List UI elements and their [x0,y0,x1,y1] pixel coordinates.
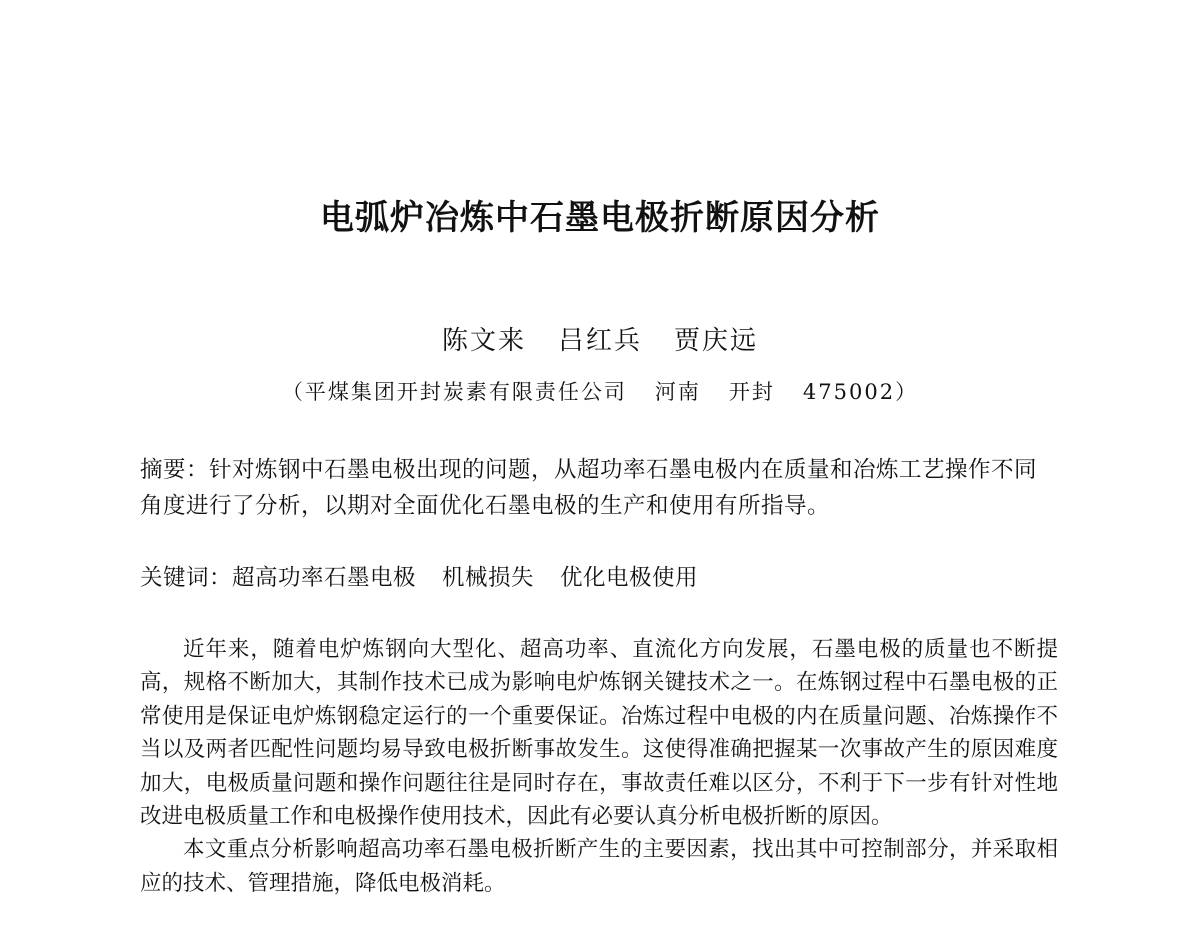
author-list [0,320,1200,357]
author-name: 陈文来 [441,326,526,356]
affiliation-open-paren: （ [281,380,305,404]
author-name: 贾庆远 [674,326,759,356]
body-text [140,633,1058,900]
body-paragraph: 本文重点分析影响超高功率石墨电极折断产生的主要因素，找出其中可控制部分，并采取相应的技术、管理措施，降低电极消耗。 [140,837,1058,896]
keyword: 超高功率石墨电极 [232,565,417,591]
abstract [140,452,1060,524]
body-paragraph: 近年来，随着电炉炼钢向大型化、超高功率、直流化方向发展，石墨电极的质量也不断提高，规格不断加大，其制作技术已成为影响电炉炼钢关键技术之一。在炼钢过程中石墨电极的正常使用是保证电炉炼钢稳定运行的一个重要保证。冶炼过程中电极的内在质量问题、冶炼操作不当以及两者匹配性问题均易导致电极折断事故发生。这使得准确把握某一次事故产生的原因难度加大，电极质量问题和操作问题往往是同时存在，事故责任难以区分，不利于下一步有针对性地改进电极质量工作和电极操作使用技术，因此有必要认真分析电极折断的原因。 [140,637,1058,830]
affiliation-province: 河南 [654,380,701,404]
affiliation [0,376,1200,406]
keywords-label: 关键词： [140,565,233,591]
keyword: 优化电极使用 [560,565,699,591]
abstract-text: 针对炼钢中石墨电极出现的问题，从超功率石墨电极内在质量和冶炼工艺操作不同角度进行了分析，以期对全面优化石墨电极的生产和使用有所指导。 [140,457,1038,519]
abstract-label: 摘要： [140,457,210,483]
keyword: 机械损失 [442,565,535,591]
affiliation-close-paren: ） [895,380,919,404]
affiliation-postcode: 475002 [802,380,896,404]
affiliation-org: 平煤集团开封炭素有限责任公司 [304,380,627,404]
author-name: 吕红兵 [557,326,642,356]
affiliation-city: 开封 [728,380,775,404]
keywords [140,560,1060,596]
paper-title: 电弧炉冶炼中石墨电极折断原因分析 [320,198,880,238]
